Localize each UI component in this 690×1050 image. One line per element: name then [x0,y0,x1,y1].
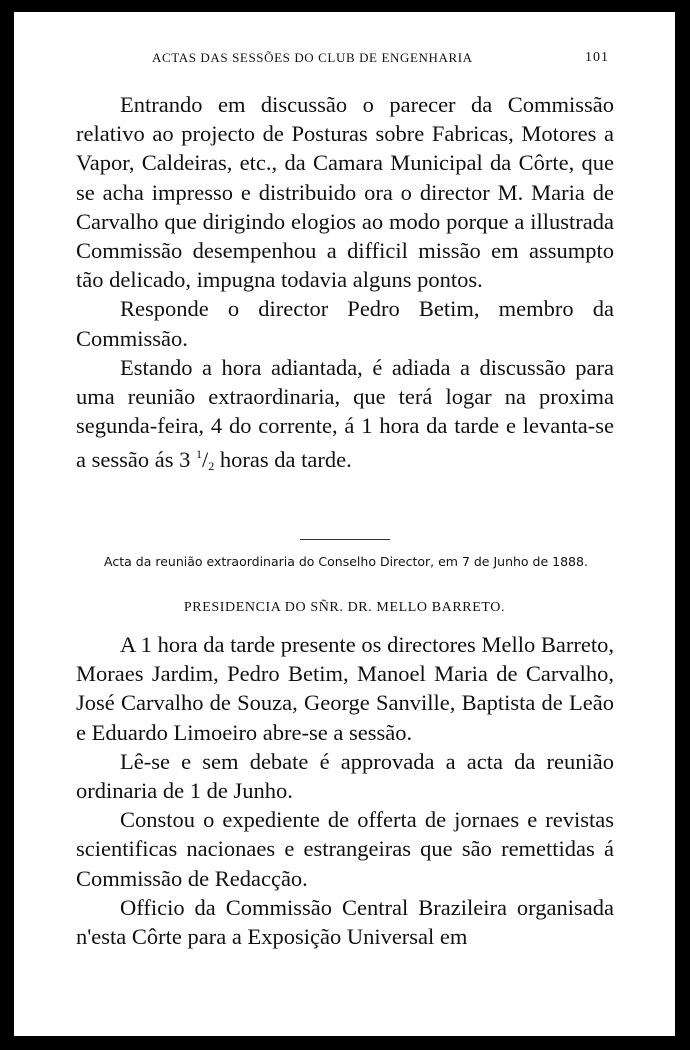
adjournment-end: horas da tarde. [214,447,352,473]
paragraph-response: Responde o director Pedro Betim, membro da Commissão. [76,296,614,351]
minutes-text-first [76,90,614,482]
paragraph-attendance: A 1 hora da tarde presente os directores Mello Barreto, Moraes Jardim, Pedro Betim, Manoel Maria de Carvalho, José Carvalho de Souza, George Sanville, Baptista de Leão e Eduardo Limoeiro abre-se a sessão. [76,632,614,745]
page-number: 101 [585,50,609,65]
fraction-numerator: 1 [195,447,202,462]
presidency-line: PRESIDENCIA DO SÑR. DR. MELLO BARRETO. [183,600,506,615]
minutes-text-second [76,630,614,951]
paragraph-discussion: Entrando em discussão o parecer da Commissão relativo ao projecto de Posturas sobre Fabricas, Motores a Vapor, Caldeiras, etc., da Camara Municipal da Côrte, que se acha impresso e distribuido ora o director M. Maria de Carvalho que dirigindo elogios ao modo porque a illustrada Commissão desempenhou a difficil missão em assumpto tão delicado, impugna todavia alguns pontos. [76,92,614,293]
fraction-denominator: 2 [208,459,215,474]
book-page [14,12,675,1036]
paragraph-correspondence: Constou o expediente de offerta de jornaes e revistas scientificas nacionaes e estrangeiras que são remettidas á Commissão de Redacção. [76,807,614,891]
fraction-slash: / [201,447,209,473]
running-head [14,50,675,70]
section-divider [300,539,390,540]
section-heading: Acta da reunião extraordinaria do Conselho Director, em 7 de Junho de 1888. [104,554,588,569]
running-title: ACTAS DAS SESSÕES DO CLUB DE ENGENHARIA [152,50,473,65]
adjournment-text: Estando a hora adiantada, é adiada a discussão para uma reunião extraordinaria, que terá logar na proxima segunda-feira, 4 do corrente, á 1 hora da tarde e levanta-se a sessão ás 3 [76,354,614,473]
paragraph-official-letter: Officio da Commissão Central Brazileira organisada n'esta Côrte para a Exposição Universal em [76,894,614,950]
paragraph-approval: Lê-se e sem debate é approvada a acta da reunião ordinaria de 1 de Junho. [76,748,614,804]
paragraph-adjournment [76,353,614,482]
